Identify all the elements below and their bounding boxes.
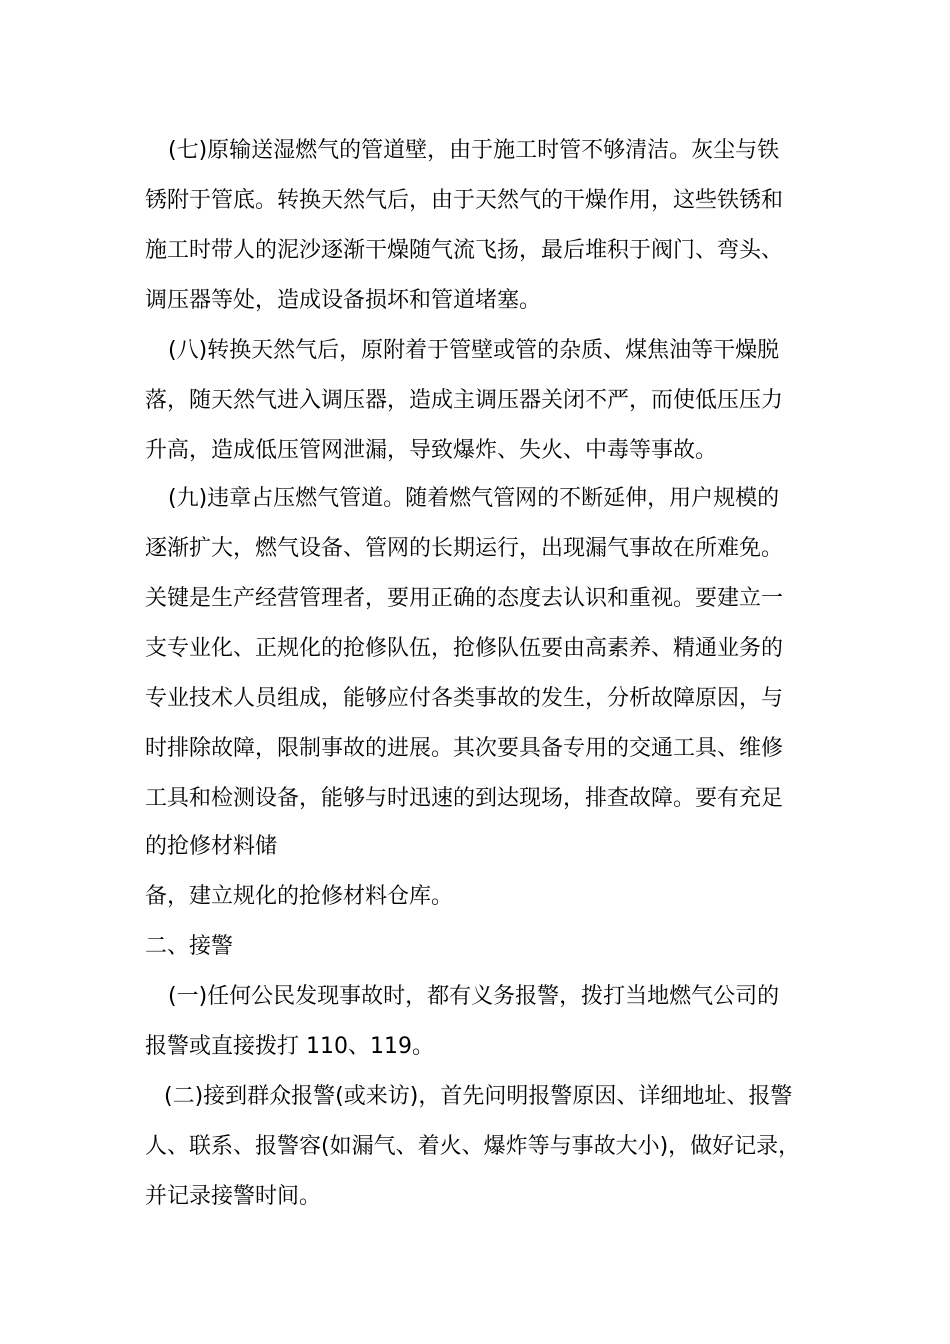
- text-line: (九)违章占压燃气管道。随着燃气管网的不断延伸，用户规模的: [168, 486, 780, 511]
- text-line: 工具和检测设备，能够与时迅速的到达现场，排查故障。要有充足: [145, 786, 784, 811]
- text-line: (七)原输送湿燃气的管道壁，由于施工时管不够清洁。灰尘与铁: [168, 138, 780, 163]
- text-line: 时排除故障，限制事故的进展。其次要具备专用的交通工具、维修: [145, 736, 784, 761]
- text-line: 人、联系、报警容(如漏气、着火、爆炸等与事故大小)，做好记录，: [145, 1134, 801, 1159]
- text-line: (一)任何公民发现事故时，都有义务报警，拨打当地燃气公司的: [168, 984, 780, 1009]
- text-line: 并记录接警时间。: [145, 1184, 322, 1209]
- text-line: 施工时带人的泥沙逐渐干燥随气流飞扬，最后堆积于阀门、弯头、: [145, 238, 784, 263]
- text-line: 备，建立规化的抢修材料仓库。: [145, 884, 454, 909]
- text-line: 的抢修材料储: [145, 834, 278, 859]
- section-heading: 二、接警: [145, 934, 234, 959]
- text-line: 调压器等处，造成设备损坏和管道堵塞。: [145, 288, 542, 313]
- text-line: 锈附于管底。转换天然气后，由于天然气的干燥作用，这些铁锈和: [145, 188, 784, 213]
- text-line: 专业技术人员组成，能够应付各类事故的发生，分析故障原因，与: [145, 686, 784, 711]
- text-line: (八)转换天然气后，原附着于管壁或管的杂质、煤焦油等干燥脱: [168, 338, 780, 363]
- text-line: (二)接到群众报警(或来访)，首先问明报警原因、详细地址、报警: [164, 1084, 793, 1109]
- text-line: 关键是生产经营管理者，要用正确的态度去认识和重视。要建立一: [145, 586, 784, 611]
- text-line: 升高，造成低压管网泄漏，导致爆炸、失火、中毒等事故。: [145, 438, 718, 463]
- text-line: 逐渐扩大，燃气设备、管网的长期运行，出现漏气事故在所难免。: [145, 536, 784, 561]
- text-line: 支专业化、正规化的抢修队伍，抢修队伍要由高素养、精通业务的: [145, 636, 784, 661]
- text-line: 报警或直接拨打 110、119。: [145, 1034, 434, 1059]
- text-line: 落，随天然气进入调压器，造成主调压器关闭不严，而使低压压力: [145, 388, 784, 413]
